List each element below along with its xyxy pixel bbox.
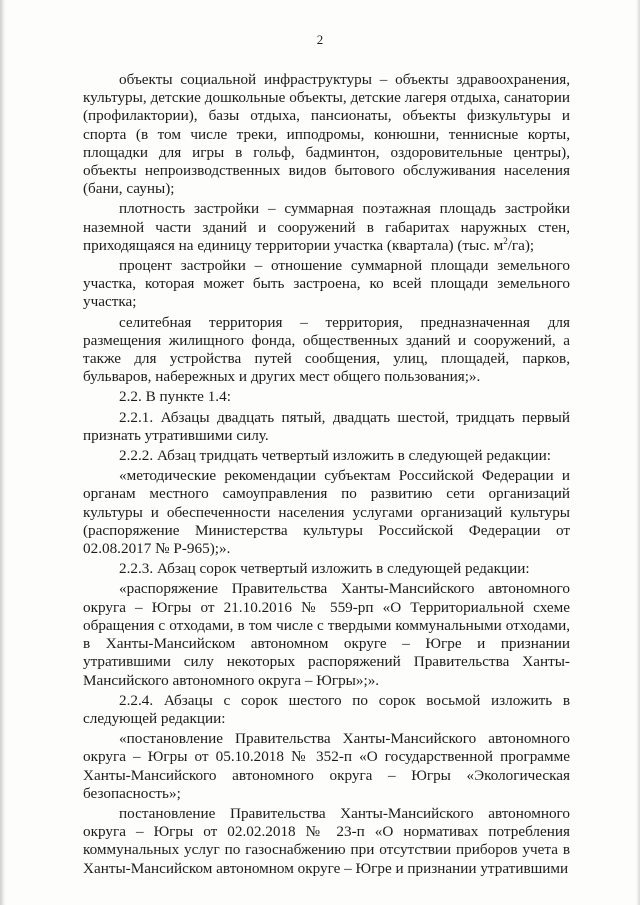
paragraph-methodical-recommendations: «методические рекомендации субъектам Российской Федерации и органам местного самоуправления по развитию сети организаций культуры и обеспеченности населения услугами организаций культуры (распоряжение Министерства культуры Российской Федерации от 02.08.2017 № Р-965);». (83, 467, 570, 558)
paragraph-gas-supply-resolution: постановление Правительства Ханты-Мансийского автономного округа – Югры от 02.02.2018 № 23-п «О нормативах потребления коммунальных услуг по газоснабжению при отсутствии приборов учета в Ханты-Мансийском автономном округе – Югре и признании утратившими (83, 804, 570, 877)
document-body (83, 71, 570, 878)
scan-edge-right (636, 0, 640, 905)
paragraph-2-2-2: 2.2.2. Абзац тридцать четвертый изложить в следующей редакции: (119, 447, 552, 465)
paragraph-waste-management-order: «распоряжение Правительства Ханты-Мансийского автономного округа – Югры от 21.10.2016 № 559-рп «О Территориальной схеме обращения с отходами, в том числе с твердыми коммунальными отходами, в Ханты-Мансийском автономном округе – Югре и признании утратившими силу некоторых распоряжений Правительства Ханты-Мансийского автономного округа – Югры»;». (83, 580, 570, 689)
paragraph-2-2: 2.2. В пункте 1.4: (119, 388, 231, 406)
paragraph-2-2-4: 2.2.4. Абзацы с сорок шестого по сорок восьмой изложить в следующей редакции: (83, 691, 570, 727)
paragraph-building-density-text: плотность застройки – суммарная поэтажная площадь застройки наземной части зданий и сооружений в габаритах наружных стен, приходящаяся на единицу территории участка (квартала) (тыс. м (83, 200, 570, 254)
paragraph-ecological-safety-resolution: «постановление Правительства Ханты-Мансийского автономного округа – Югры от 05.10.2018 № 352-п «О государственной программе Ханты-Мансийского автономного округа – Югры «Экологическая безопасность»; (83, 730, 570, 802)
paragraph-building-density-tail: /га); (507, 236, 535, 254)
paragraph-residential-territory: селитебная территория – территория, предназначенная для размещения жилищного фонда, общественных зданий и сооружений, а также для устройства путей сообщения, улиц, площадей, парков, бульваров, набережных и других мест общего пользования;». (83, 313, 570, 386)
paragraph-social-infrastructure: объекты социальной инфраструктуры – объекты здравоохранения, культуры, детские дошкольные объекты, детские лагеря отдыха, санатории (профилактории), базы отдыха, пансионаты, объекты физкультуры и спорта (в том числе треки, ипподромы, конюшни, теннисные корты, площадки для игры в гольф, бадминтон, оздоровительные центры), объекты непроизводственных видов бытового обслуживания населения (бани, сауны); (83, 71, 570, 198)
paragraph-2-2-3: 2.2.3. Абзац сорок четвертый изложить в следующей редакции: (119, 560, 530, 578)
page-number: 2 (316, 32, 324, 47)
scan-edge-left (0, 0, 6, 905)
paragraph-building-density (83, 200, 570, 255)
superscript-2: 2 (503, 235, 508, 246)
paragraph-2-2-1: 2.2.1. Абзацы двадцать пятый, двадцать шестой, тридцать первый признать утратившими силу. (83, 408, 570, 444)
paragraph-building-percent: процент застройки – отношение суммарной площади земельного участка, которая может быть застроена, ко всей площади земельного участка; (83, 257, 570, 311)
